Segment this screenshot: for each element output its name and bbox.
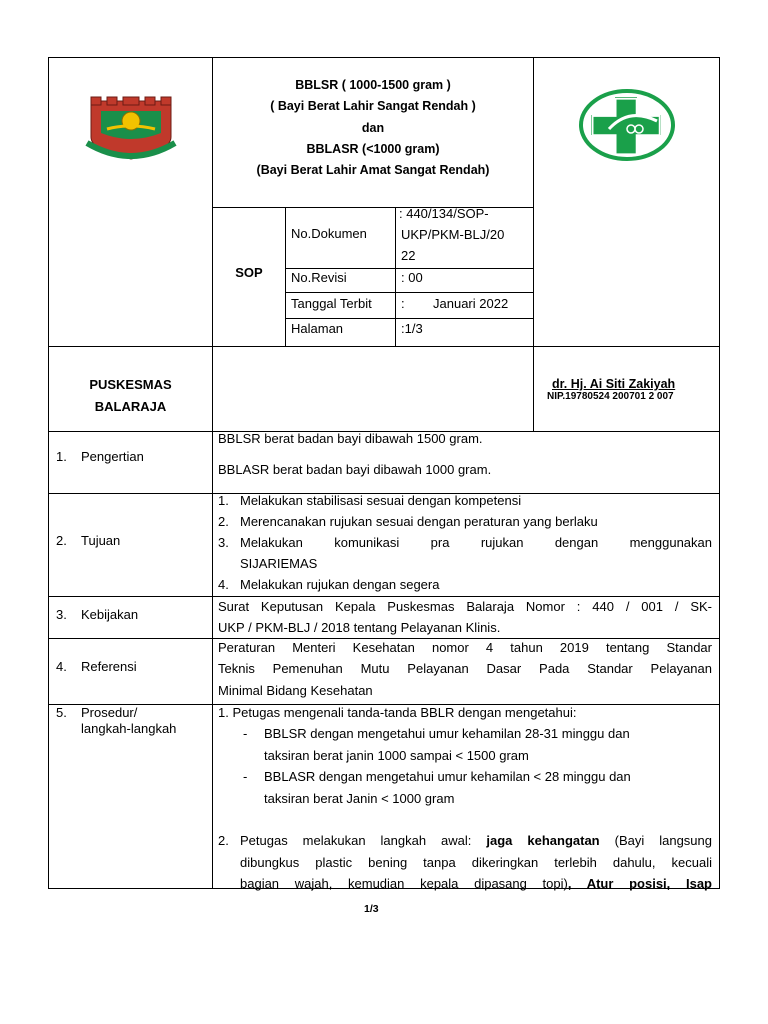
prosedur-step-1: 1. Petugas mengenali tanda-tanda BBLR dengan mengetahui:	[218, 705, 577, 720]
regency-emblem-icon	[85, 93, 177, 163]
row-tujuan-label	[48, 493, 213, 597]
section-label-pengertian: Pengertian	[81, 449, 144, 464]
no-dokumen-value-3: 22	[401, 248, 416, 263]
no-revisi-label: No.Revisi	[291, 270, 347, 285]
step-2-text-c: (Bayi langsung	[599, 833, 712, 848]
section-label-kebijakan: Kebijakan	[81, 607, 139, 622]
referensi-line-1: Peraturan Menteri Kesehatan nomor 4 tahun 2019 tentang Standar	[218, 640, 712, 655]
org-middle-cell	[212, 346, 534, 432]
signer-nip: NIP.19780524 200701 2 007	[547, 391, 674, 402]
tanggal-terbit-label: Tanggal Terbit	[291, 296, 372, 311]
prosedur-sub-1-line-2: taksiran berat janin 1000 sampai < 1500 gram	[264, 748, 529, 763]
section-label-prosedur-2: langkah-langkah	[81, 721, 177, 736]
step-2-emphasis: jaga kehangatan	[486, 833, 600, 848]
section-number: 1.	[56, 449, 67, 464]
tujuan-item-number: 2.	[218, 514, 229, 529]
section-number: 3.	[56, 607, 67, 622]
title-line-4: BBLASR (<1000 gram)	[306, 142, 440, 156]
tujuan-item-continuation: SIJARIEMAS	[240, 556, 318, 571]
no-dokumen-value-1: : 440/134/SOP-	[399, 206, 489, 221]
sop-label: SOP	[235, 265, 263, 280]
title-line-2: ( Bayi Berat Lahir Sangat Rendah )	[270, 99, 476, 113]
org-name-line-1: PUSKESMAS	[89, 377, 172, 392]
prosedur-step-2-line-1	[240, 830, 712, 851]
tujuan-item-text: Melakukan stabilisasi sesuai dengan kompetensi	[240, 493, 522, 508]
section-number: 5.	[56, 705, 67, 720]
kebijakan-line-1: Surat Keputusan Kepala Puskesmas Balaraja Nomor : 440 / 001 / SK-	[218, 599, 712, 614]
prosedur-sub-dash: -	[243, 726, 248, 741]
prosedur-sub-dash: -	[243, 769, 248, 784]
section-number: 4.	[56, 659, 67, 674]
step-2-line-3-emphasis: , Atur posisi, Isap	[567, 876, 712, 891]
page-number: 1/3	[364, 903, 379, 915]
kebijakan-line-2: UKP / PKM-BLJ / 2018 tentang Pelayanan Klinis.	[218, 620, 501, 635]
pengertian-line-2: BBLASR berat badan bayi dibawah 1000 gram.	[218, 462, 492, 477]
title-line-3: dan	[361, 121, 385, 135]
divider	[395, 207, 396, 347]
section-label-referensi: Referensi	[81, 659, 137, 674]
step-2-text-a: Petugas melakukan langkah awal:	[240, 833, 487, 848]
no-dokumen-label: No.Dokumen	[291, 226, 367, 241]
tujuan-item-number: 4.	[218, 577, 229, 592]
tanggal-terbit-value: Januari 2022	[433, 296, 509, 311]
prosedur-sub-2-line-1: BBLASR dengan mengetahui umur kehamilan < 28 minggu dan	[264, 769, 631, 784]
halaman-label: Halaman	[291, 321, 344, 336]
tujuan-item-text: Merencanakan rujukan sesuai dengan peraturan yang berlaku	[240, 514, 598, 529]
prosedur-sub-2-line-2: taksiran berat Janin < 1000 gram	[264, 791, 455, 806]
section-number: 2.	[56, 533, 67, 548]
prosedur-sub-1-line-1: BBLSR dengan mengetahui umur kehamilan 28-31 minggu dan	[264, 726, 630, 741]
signer-name: dr. Hj. Ai Siti Zakiyah	[552, 377, 676, 391]
no-revisi-value: : 00	[401, 270, 423, 285]
referensi-line-2: Teknis Pemenuhan Mutu Pelayanan Dasar Pada Standar Pelayanan	[218, 661, 712, 676]
title-line-1: BBLSR ( 1000-1500 gram )	[295, 78, 451, 92]
section-label-tujuan: Tujuan	[81, 533, 121, 548]
tujuan-item-number: 3.	[218, 535, 229, 550]
tujuan-item-text: Melakukan rujukan dengan segera	[240, 577, 440, 592]
prosedur-step-2-line-3	[240, 873, 712, 894]
step-2-line-3-text: bagian wajah, kemudian kepala dipasang topi)	[240, 876, 568, 891]
halaman-value: :1/3	[401, 321, 423, 336]
referensi-line-3: Minimal Bidang Kesehatan	[218, 683, 373, 698]
tanggal-terbit-colon: :	[401, 296, 405, 311]
org-name-line-2: BALARAJA	[94, 399, 167, 414]
section-label-prosedur: Prosedur/	[81, 705, 138, 720]
prosedur-step-2-number: 2.	[218, 833, 229, 848]
pengertian-line-1: BBLSR berat badan bayi dibawah 1500 gram.	[218, 431, 483, 446]
tujuan-item-text: Melakukan komunikasi pra rujukan dengan menggunakan	[240, 535, 712, 550]
tujuan-item-number: 1.	[218, 493, 229, 508]
no-dokumen-value-2: UKP/PKM-BLJ/20	[401, 227, 505, 242]
title-line-5: (Bayi Berat Lahir Amat Sangat Rendah)	[256, 163, 490, 177]
prosedur-step-2-line-2: dibungkus plastic bening tanpa dikeringkan terlebih dahulu, kecuali	[240, 855, 712, 870]
puskesmas-logo-icon	[579, 89, 675, 161]
